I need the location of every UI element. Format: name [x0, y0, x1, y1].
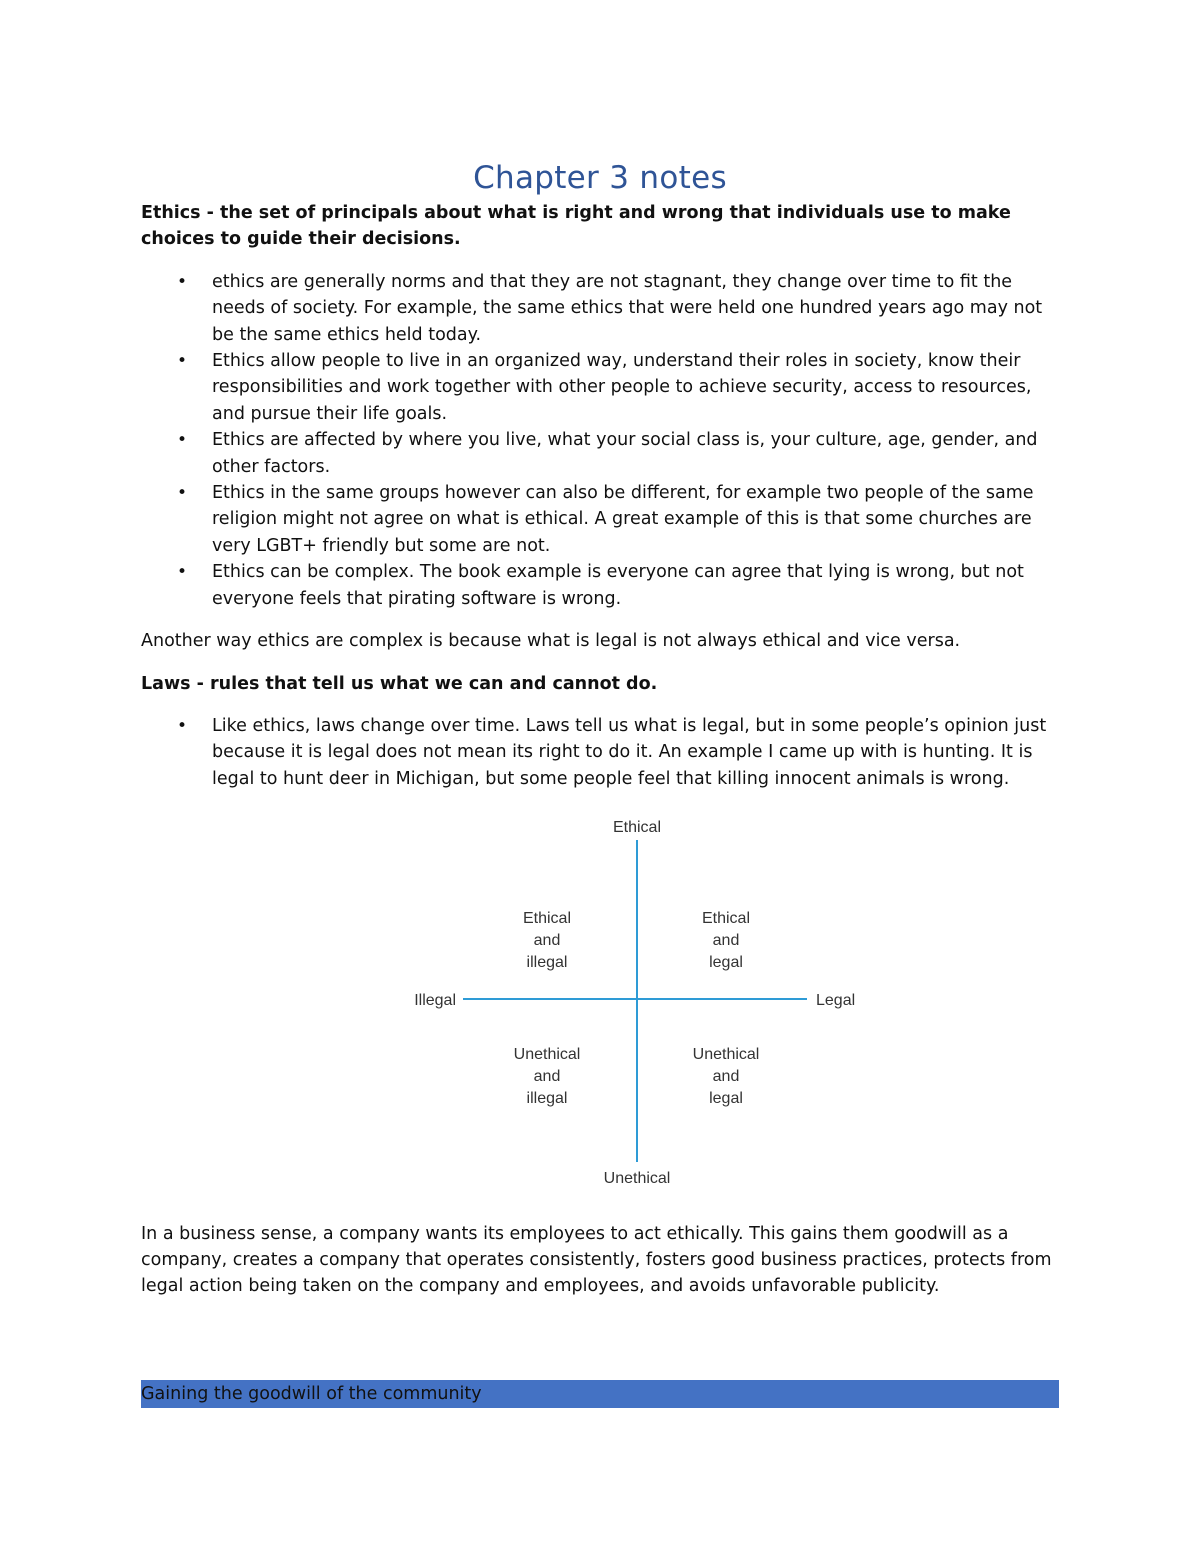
- axis-label-unethical: Unethical: [603, 1170, 671, 1187]
- quadrant-bottom-right-line3: legal: [709, 1090, 743, 1107]
- quadrant-top-right-line2: and: [712, 932, 740, 949]
- business-paragraph: In a business sense, a company wants its employees to act ethically. This gains them goodwill as a company, creates a company that operates consistently, fosters good business practices, protects from legal action being taken on the company and employees, and avoids unfavorable publicity.: [141, 1223, 1052, 1297]
- list-item: [141, 713, 1061, 792]
- quadrant-bottom-left-line2: and: [533, 1068, 561, 1085]
- quadrant-top-right-line1: Ethical: [701, 910, 751, 927]
- quadrant-top-left-line3: illegal: [526, 954, 568, 971]
- list-item-text: Ethics in the same groups however can also be different, for example two people of the same religion might not agree on what is ethical. A great example of this is that some churches are very LGBT+ friendly but some are not.: [212, 483, 1034, 556]
- ethics-bullet-list: [141, 269, 1061, 612]
- list-item-text: Ethics can be complex. The book example is everyone can agree that lying is wrong, but not everyone feels that pirating software is wrong.: [212, 562, 1024, 609]
- list-item-text: Ethics allow people to live in an organized way, understand their roles in society, know their responsibilities and work together with other people to achieve security, access to resources, and pursue their life goals.: [212, 351, 1032, 424]
- complex-note: Another way ethics are complex is because what is legal is not always ethical and vice versa.: [141, 631, 961, 652]
- laws-bullet-list: [141, 713, 1061, 792]
- axis-label-ethical: Ethical: [612, 819, 662, 836]
- page-title: Chapter 3 notes: [473, 160, 727, 196]
- axis-label-illegal: Illegal: [414, 992, 456, 1009]
- bullet-icon: •: [177, 271, 188, 292]
- section-heading: Gaining the goodwill of the community: [141, 1380, 1059, 1408]
- list-item-text: Ethics are affected by where you live, what your social class is, your culture, age, gender, and other factors.: [212, 430, 1038, 477]
- bullet-icon: •: [177, 715, 188, 736]
- list-item-text: ethics are generally norms and that they are not stagnant, they change over time to fit the needs of society. For example, the same ethics that were held one hundred years ago may not be the same ethics held today.: [212, 271, 1043, 345]
- list-item: [141, 559, 1061, 612]
- laws-definition: Laws - rules that tell us what we can and cannot do.: [141, 673, 658, 694]
- ethics-definition: Ethics - the set of principals about what is right and wrong that individuals use to make choices to guide their decisions.: [141, 203, 1011, 250]
- bullet-icon: •: [177, 430, 188, 451]
- quadrant-top-right-line3: legal: [709, 954, 743, 971]
- ethics-legality-diagram: [395, 812, 875, 1192]
- quadrant-chart: [395, 812, 875, 1192]
- notes-body: [141, 200, 1061, 808]
- quadrant-bottom-right-line2: and: [712, 1068, 740, 1085]
- bullet-icon: •: [177, 562, 188, 583]
- list-item: [141, 348, 1061, 427]
- quadrant-bottom-left-line3: illegal: [526, 1090, 568, 1107]
- list-item: [141, 269, 1061, 348]
- quadrant-top-left-line1: Ethical: [522, 910, 572, 927]
- list-item: [141, 480, 1061, 559]
- quadrant-top-left-line2: and: [533, 932, 561, 949]
- bullet-icon: •: [177, 483, 188, 504]
- axis-label-legal: Legal: [816, 992, 856, 1009]
- list-item-text: Like ethics, laws change over time. Laws tell us what is legal, but in some people’s opinion just because it is legal does not mean its right to do it. An example I came up with is hunting. It is legal to hunt deer in Michigan, but some people feel that killing innocent animals is wrong.: [212, 715, 1047, 789]
- list-item: [141, 427, 1061, 480]
- bullet-icon: •: [177, 351, 188, 372]
- quadrant-bottom-right-line1: Unethical: [692, 1046, 760, 1063]
- quadrant-bottom-left-line1: Unethical: [513, 1046, 581, 1063]
